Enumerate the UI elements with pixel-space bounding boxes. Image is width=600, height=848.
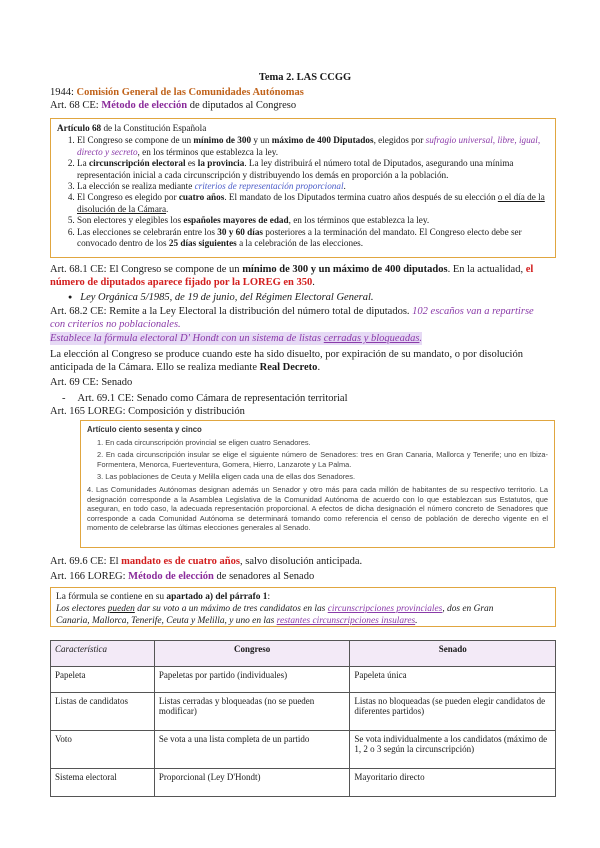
box2-paragraph: 3. Las poblaciones de Ceuta y Melilla eligen cada una de ellas dos Senadores. [97, 472, 356, 482]
line-art681-cont: número de diputados aparece fijado por la LOREG en 350. [50, 277, 315, 288]
table-row [51, 769, 556, 797]
table-header-row [51, 641, 556, 667]
table-cell: Proporcional (Ley D'Hondt) [154, 769, 350, 797]
line-eleccion-cont: anticipada de la Cámara. Ello se realiza mediante Real Decreto. [50, 362, 321, 373]
table-header: Congreso [154, 641, 350, 667]
articulo-68-box [50, 118, 556, 258]
line-art68: Art. 68 CE: Método de elección de diputados al Congreso [50, 100, 297, 111]
box1-heading: Artículo 68 de la Constitución Española [57, 123, 207, 133]
table-cell: Papeleta única [350, 667, 556, 693]
formula-box [50, 587, 556, 627]
table-cell: Listas cerradas y bloqueadas (no se pueden modificar) [154, 693, 350, 731]
list-item: 5. Son electores y elegibles los españoles mayores de edad, en los términos que establezca la ley. [77, 215, 549, 226]
list-item: 3. La elección se realiza mediante criterios de representación proporcional. [77, 181, 549, 192]
line-art166: Art. 166 LOREG: Método de elección de senadores al Senado [50, 571, 315, 582]
line-art682-cont: con criterios no poblacionales. [50, 319, 181, 330]
formula-quote: Los electores pueden dar su voto a un máximo de tres candidatos en las circunscripciones provinciales, dos en Gran [56, 604, 494, 614]
list-item: 4. El Congreso es elegido por cuatro años. El mandato de los Diputados termina cuatro años después de su elección o el día de la disolución de la Cámara. [77, 192, 549, 215]
formula-quote-cont: Canaria, Mallorca, Tenerife, Ceuta y Melilla, y uno en las restantes circunscripciones insulares. [56, 616, 418, 626]
table-cell: Se vota a una lista completa de un partido [154, 731, 350, 769]
table-cell: Mayoritario directo [350, 769, 556, 797]
table-cell: Se vota individualmente a los candidatos (máximo de 1, 2 o 3 según la circunscripción) [350, 731, 556, 769]
line-eleccion: La elección al Congreso se produce cuando este ha sido disuelto, por expiración de su mandato, o por disolución [50, 349, 523, 360]
table-cell: Listas no bloqueadas (se pueden elegir candidatos de diferentes partidos) [350, 693, 556, 731]
table-header: Senado [350, 641, 556, 667]
box2-heading: Artículo ciento sesenta y cinco [87, 425, 202, 434]
bullet-icon [68, 292, 80, 303]
comparison-table [50, 640, 556, 797]
metodo-eleccion-congreso: Método de elección [101, 100, 188, 111]
line-art681: Art. 68.1 CE: El Congreso se compone de un mínimo de 300 y un máximo de 400 diputados. En la actualidad, el [50, 264, 534, 275]
line-art69: Art. 69 CE: Senado [50, 377, 133, 388]
line-1944: 1944: Comisión General de las Comunidades Autónomas [50, 87, 304, 98]
dhondt-line: Establece la fórmula electoral D' Hondt con un sistema de listas cerradas y bloqueadas. [50, 333, 423, 344]
box2-paragraph: 4. Las Comunidades Autónomas designan además un Senador y otro más para cada millón de habitantes de su respectivo territorio. La designación corresponde a la Asamblea Legislativa de la Comunidad Autónoma de acuerdo con lo que establezcan sus Estatutos, que aseguran, en todo caso, la adecuada representación proporcional. A efectos de dicha designación el número concreto de Senadores que corresponde a cada Comunidad Autónoma se determinará tomando como referencia el censo de población de derecho vigente en el momento de celebrarse las últimas elecciones generales al Senado. [87, 484, 548, 533]
line-art696: Art. 69.6 CE: El mandato es de cuatro años, salvo disolución anticipada. [50, 556, 363, 567]
table-row [51, 731, 556, 769]
table-cell: Papeletas por partido (individuales) [154, 667, 350, 693]
line-art691: - Art. 69.1 CE: Senado como Cámara de representación territorial [62, 393, 348, 404]
comision-general-link: Comisión General de las Comunidades Autónomas [76, 87, 304, 98]
formula-heading: La fórmula se contiene en su apartado a) del párrafo 1: [56, 592, 271, 602]
box2-paragraph: 2. En cada circunscripción insular se elige el siguiente número de Senadores: tres en Gran Canaria, Mallorca y Tenerife; uno en Ibiza-Formentera, Menorca, Fuerteventura, Gomera, Hierro, Lanzarote y La Palma. [97, 450, 548, 469]
loreg-bullet: ● Ley Orgánica 5/1985, de 19 de junio, del Régimen Electoral General. [68, 291, 374, 305]
table-cell: Papeleta [51, 667, 155, 693]
box2-paragraph: 1. En cada circunscripción provincial se eligen cuatro Senadores. [97, 437, 311, 447]
articulo-165-box [80, 420, 555, 548]
table-cell: Sistema electoral [51, 769, 155, 797]
table-header: Característica [51, 641, 155, 667]
table-row [51, 693, 556, 731]
table-row [51, 667, 556, 693]
page-title: Tema 2. LAS CCGG [258, 72, 352, 83]
line-art165: Art. 165 LOREG: Composición y distribución [50, 406, 245, 417]
articulo-68-list [57, 135, 549, 249]
table-cell: Voto [51, 731, 155, 769]
list-item: 2. La circunscripción electoral es la provincia. La ley distribuirá el número total de Diputados, asegurando una mínima representación inicial a cada circunscripción y distribuyendo los demás en proporción a la población. [77, 158, 549, 181]
line-art682: Art. 68.2 CE: Remite a la Ley Electoral la distribución del número total de diputados. 102 escaños van a repartirse [50, 306, 534, 317]
list-item: 1. El Congreso se compone de un mínimo de 300 y un máximo de 400 Diputados, elegidos por sufragio universal, libre, igual, directo y secreto, en los términos que establezca la ley. [77, 135, 549, 158]
list-item: 6. Las elecciones se celebrarán entre los 30 y 60 días posteriores a la terminación del mandato. El Congreso electo debe ser convocado dentro de los 25 días siguientes a la celebración de las elecciones. [77, 227, 549, 250]
table-cell: Listas de candidatos [51, 693, 155, 731]
